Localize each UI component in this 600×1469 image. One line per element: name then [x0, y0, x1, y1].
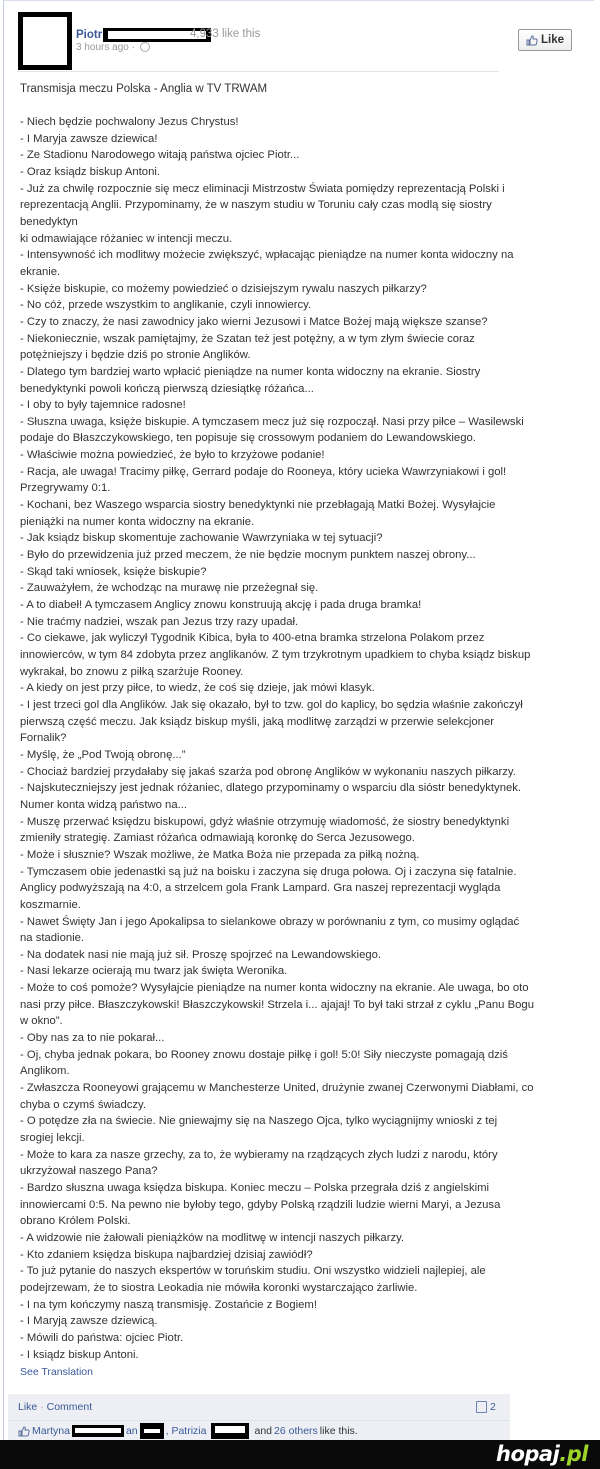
post-text-line: - Muszę przerwać księdzu biskupowi, gdyż właśnie otrzymuję wiadomość, że siostry benedyktynki	[20, 815, 510, 828]
post-text-line: - Kochani, bez Waszego wsparcia siostry benedyktynki nie przebłagają Matki Bożej. Wysyłajcie	[20, 499, 496, 512]
post-text-line: podejrzewam, że to siostra Leokadia nie mówiła koronki wystarczająco żarliwie.	[20, 1281, 418, 1294]
post-text-line: - Księże biskupie, co możemy powiedzieć o dzisiejszym rywalu naszych piłkarzy?	[20, 282, 427, 295]
see-translation-link[interactable]: See Translation	[20, 1366, 93, 1378]
post-text-line: - Właściwie można powiedzieć, że było to krzyżowe podanie!	[20, 449, 325, 462]
post-text-line: koszmarnie.	[20, 898, 81, 911]
post-text-line: benedyktyn	[20, 215, 78, 228]
post-text-line: - Kto zdaniem księdza biskupa najbardziej dzisiaj zawiódł?	[20, 1248, 313, 1261]
post-text-line: - Było do przewidzenia już przed meczem, że nie będzie mocnym punktem naszej obrony...	[20, 549, 476, 562]
like-label: Like	[540, 34, 564, 46]
liker-name-fragment[interactable]: an	[125, 1425, 138, 1437]
post-text-line: - Jak ksiądz biskup skomentuje zachowanie Wawrzyniaka w tej sytuacji?	[20, 532, 383, 545]
post-body	[20, 114, 534, 1363]
post-text-line: ukrzyżował naszego Pana?	[20, 1165, 158, 1178]
post-text-line: - Oj, chyba jednak pokara, bo Rooney znowu dostaje piłkę i gol! 5:0! Siły nieczyste pomagają dziś	[20, 1048, 508, 1061]
post-text-line: w okno”.	[20, 1015, 63, 1028]
post-text-line: benedyktynki powoli kończą pierwszą dziesiątkę różańca...	[20, 382, 314, 395]
post-text-line: - I oby to były tajemnice radosne!	[20, 399, 186, 412]
post-text-line: chyba o czymś świadczy.	[20, 1098, 146, 1111]
post-text-line: - I Maryja zawsze dziewica!	[20, 132, 158, 145]
post-text-line: - Dlatego tym bardziej warto wpłacić pieniądze na numer konta widoczny na ekranie. Siostry	[20, 365, 481, 378]
liker-name[interactable]: Martyna	[32, 1425, 70, 1437]
post-text-line: - Niech będzie pochwalony Jezus Chrystus!	[20, 116, 239, 128]
post-text-line: - Ze Stadionu Narodowego witają państwa ojciec Piotr...	[20, 149, 300, 162]
post-text-line: - O potędze zła na świecie. Nie gniewajmy się na Naszego Ojca, tylko wyciągnijmy wnioski z tej	[20, 1115, 498, 1128]
redaction-bar	[140, 1423, 164, 1439]
post-card	[3, 0, 594, 1441]
page-likes: 4,933 like this	[190, 28, 261, 40]
globe-icon	[140, 42, 150, 52]
post-text-line: ki odmawiające różaniec w intencji meczu.	[20, 232, 233, 245]
post-text-line: - Oby nas za to nie pokarał...	[20, 1032, 165, 1045]
post-text-line: pierwszą część meczu. Jak ksiądz biskup myśli, jaką modlitwę zarządzi w przerwie selekcjoner	[20, 715, 495, 728]
post-text-line: - Już za chwilę rozpocznie się mecz eliminacji Mistrzostw Świata pomiędzy reprezentacją Polski i	[20, 182, 505, 195]
post-text-line: - I jest trzeci gol dla Anglików. Jak się okazało, był to tzw. gol do kaplicy, bo sędzia właśnie zakończył	[20, 698, 523, 711]
post-text-line: Numer konta widzą państwo na...	[20, 798, 188, 811]
logo-name: hopaj	[496, 1442, 560, 1466]
post-text-line: - No cóż, przede wszystkim to anglikanie, czyli innowiercy.	[20, 299, 312, 312]
post-text-line: - Tymczasem obie jedenastki są już na boisku i zaczyna się druga połowa. Oj i zaczyna się fatalnie.	[20, 865, 517, 878]
post-text-line: - A widzowie nie żałowali pieniążków na modlitwę w intencji naszych piłkarzy.	[20, 1231, 405, 1244]
like-this-text: like this.	[319, 1425, 358, 1437]
time-separator: ·	[131, 42, 135, 53]
post-text-line: nasi przy piłce. Błaszczykowski! Błaszczykowski! Strzela i... ajajaj! To był taki strzał z cyklu „Panu Bogu	[20, 998, 534, 1011]
watermark-bar	[0, 1440, 600, 1469]
post-text-line: - Zauważyłem, że wchodząc na murawę nie przeżegnał się.	[20, 582, 319, 595]
post-text-line: - Czy to znaczy, że nasi zawodnicy jako wierni Jezusowi i Matce Bożej mają większe szanse?	[20, 315, 488, 328]
post-text-line: - Skąd taki wniosek, księże biskupie?	[20, 565, 207, 578]
post-text-line: - A to diabeł! A tymczasem Anglicy znowu konstruują akcję i pada druga bramka!	[20, 599, 422, 612]
author-first-name[interactable]: Piotr	[76, 29, 103, 42]
post-actions	[18, 1401, 92, 1413]
hopaj-logo	[496, 1442, 588, 1466]
post-text-line: pieniążki na numer konta widoczny na ekranie.	[20, 515, 255, 528]
post-title: Transmisja meczu Polska - Anglia w TV TRWAM	[20, 83, 268, 95]
timestamp	[76, 42, 150, 53]
post-text-line: - I na tym kończymy naszą transmisję. Zostańcie z Bogiem!	[20, 1298, 317, 1311]
comment-count-value: 2	[490, 1401, 496, 1413]
post-text-line: Przegrywamy 0:1.	[20, 482, 111, 495]
and-text: and	[254, 1425, 273, 1437]
post-text-line: potężniejszy i będzie dziś po stronie Anglików.	[20, 349, 251, 362]
post-text-line: - Najskuteczniejszy jest jednak różaniec, dlatego przypominamy o wsparciu dla sióstr benedyktynek.	[20, 782, 522, 795]
post-text-line: Anglicy podwyższają na 4:0, a strzelcem gola Frank Lampard. Gra naszej reprezentacji wygląda	[20, 882, 501, 895]
comment-icon	[476, 1401, 487, 1413]
thumbs-up-icon	[18, 1426, 30, 1437]
post-text-line: obrano Królem Polski.	[20, 1215, 131, 1228]
post-text-line: podaje do Błaszczykowskiego, ten popisuje się crossowym podaniem do Lewandowskiego.	[20, 432, 476, 445]
comment-count[interactable]	[476, 1401, 496, 1413]
post-text-line: Anglikom.	[20, 1065, 70, 1078]
post-text-line: - Mówili do państwa: ojciec Piotr.	[20, 1331, 184, 1344]
post-text-line: - Oraz ksiądz biskup Antoni.	[20, 165, 161, 178]
post-text-line: Fornalik?	[20, 732, 67, 745]
logo-tld: .pl	[559, 1442, 588, 1466]
post-text-line: - I Maryją zawsze dziewicą.	[20, 1315, 158, 1328]
post-text-line: srogiej lekcji.	[20, 1132, 85, 1145]
like-link[interactable]: Like	[18, 1401, 38, 1413]
post-text-line: - Intensywność ich modlitwy możecie zwiększyć, wpłacając pieniądze na numer konta widoczny na	[20, 249, 514, 262]
post-text-line: reprezentacją Anglii. Przypominamy, że w naszym studiu w Toruniu cały czas modlą się siostry	[20, 199, 492, 212]
liker-name[interactable]: , Patrizia	[165, 1425, 207, 1437]
post-text-line: na stadionie.	[20, 932, 85, 945]
post-text-line: zmieniły strategię. Zamiast różańca odmawiają koronkę do Serca Jezusowego.	[20, 832, 415, 845]
separator-dot: ·	[40, 1401, 44, 1413]
post-text-line: - Nawet Święty Jan i jego Apokalipsa to sielankowe obrazy w porównaniu z tym, co musimy oglądać	[20, 915, 520, 928]
avatar[interactable]	[18, 12, 72, 70]
post-text-line: - I ksiądz biskup Antoni.	[20, 1348, 139, 1361]
post-text-line: - Racja, ale uwaga! Tracimy piłkę, Gerrard podaje do Rooneya, który ucieka Wawrzyniakowi i gol!	[20, 465, 507, 478]
post-text-line: - Niekoniecznie, wszak pamiętajmy, że Szatan też jest potężny, a w tym złym świecie coraz	[20, 332, 475, 345]
comment-link[interactable]: Comment	[46, 1401, 93, 1413]
post-text-line: innowiercami 0:5. Na pewno nie byłoby tego, gdyby Polską rządzili ludzie wierni Maryi, a Jezusa	[20, 1198, 501, 1211]
post-text-line: - Może i słusznie? Wszak możliwe, że Matka Boża nie przepada za piłką nożną.	[20, 848, 420, 861]
like-page-button[interactable]	[518, 29, 572, 51]
post-text-line: - A kiedy on jest przy piłce, to wiedz, że coś się dzieje, jak mówi klasyk.	[20, 682, 375, 695]
redaction-bar	[72, 1425, 124, 1437]
post-text-line: - Słuszna uwaga, księże biskupie. A tymczasem mecz już się rozpoczął. Nasi przy piłce – Wasilewski	[20, 415, 524, 428]
post-text-line: - Może to coś pomoże? Wysyłajcie pieniądze na numer konta widoczny na ekranie. Ale uwaga, bo oto	[20, 982, 529, 995]
post-text-line: innowierców, w tym 84 zdobyta przez anglikanów. Z tym trzykrotnym upadkiem to chyba ksiądz biskup	[20, 649, 531, 661]
post-text-line: - Nie traćmy nadziei, wszak pan Jezus trzy razy upadał.	[20, 615, 299, 628]
post-text-line: wykrakał, bo znowu z piłką szarżuje Rooney.	[20, 665, 244, 678]
post-text-line: - Na dodatek nasi nie mają już sił. Proszę spojrzeć na Lewandowskiego.	[20, 948, 382, 961]
post-text-line: - To już pytanie do naszych ekspertów w toruńskim studiu. Oni wszystko widzieli najlepiej, ale	[20, 1265, 486, 1278]
post-text-line: - Zwłaszcza Rooneyowi grającemu w Manchesterze United, drużynie zwanej Czerwonymi Diabłami, co	[20, 1082, 534, 1095]
divider	[17, 71, 499, 72]
post-text-line: - Myślę, że „Pod Twoją obronę...”	[20, 748, 186, 761]
others-link[interactable]: 26 others	[274, 1425, 318, 1437]
post-footer	[8, 1394, 510, 1441]
post-text-line: - Nasi lekarze ocierają mu twarz jak święta Weronika.	[20, 965, 288, 978]
post-text-line: ekranie.	[20, 265, 61, 278]
post-text-line: - Może to kara za nasze grzechy, za to, że wybieramy na rządzących złych ludzi z narodu, który	[20, 1148, 498, 1161]
time-text[interactable]: 3 hours ago	[76, 42, 129, 53]
post-text-line: - Co ciekawe, jak wyliczył Tygodnik Kibica, była to 400-etna bramka strzelona Polakom przez	[20, 632, 485, 645]
post-text-line: - Chociaż bardziej przydałaby się jakaś szarża pod obronę Anglików w wykonaniu naszych piłkarzy.	[20, 765, 516, 778]
likers-line	[8, 1420, 510, 1441]
redaction-bar	[211, 1423, 249, 1439]
thumbs-up-icon	[526, 35, 538, 46]
post-text-line: - Bardzo słuszna uwaga księdza biskupa. Koniec meczu – Polska przegrała dziś z angielskimi	[20, 1182, 490, 1194]
